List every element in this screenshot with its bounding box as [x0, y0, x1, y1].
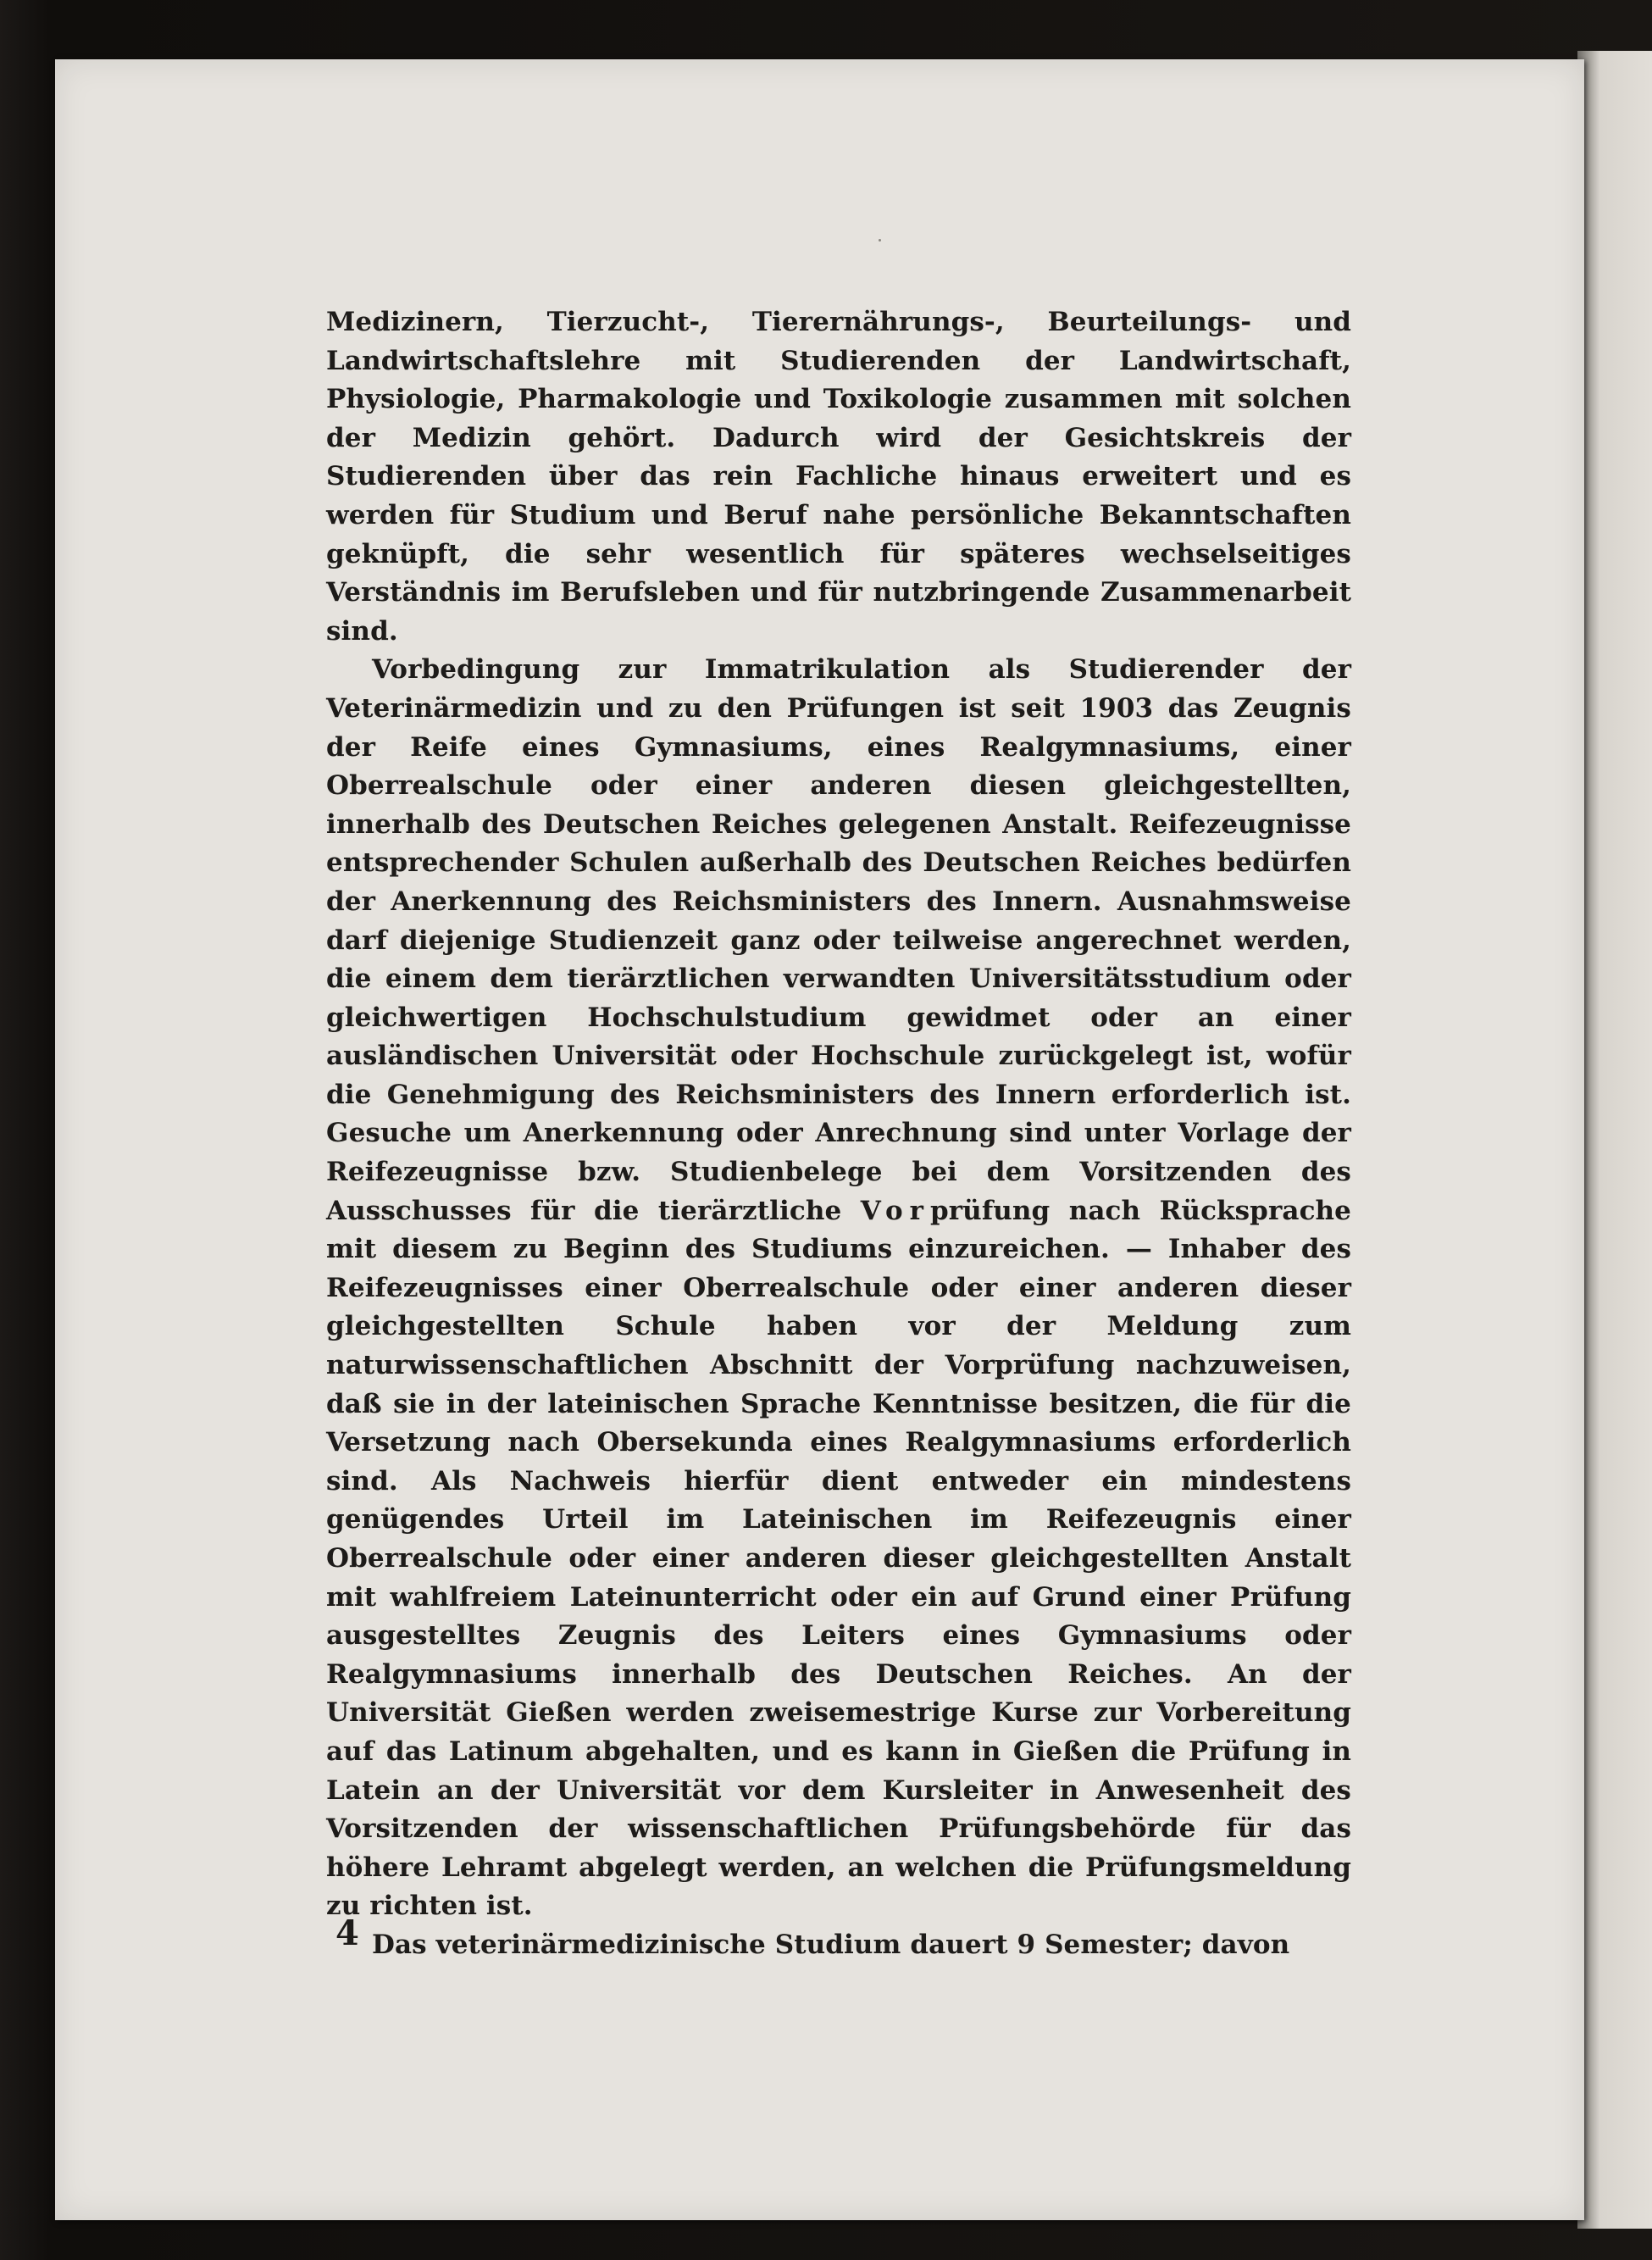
page-number: 4	[335, 1913, 359, 1953]
body-text	[326, 303, 1351, 1965]
page-speck	[879, 239, 881, 242]
paragraph-2-text-part-1: Vorbedingung zur Immatrikulation als Studierender der Veterinärmedizin und zu den Prüfungen ist seit 1903 das Zeugnis der Reife eines Gymnasiums, eines Realgymnasiums, einer Oberrealschule oder einer anderen diesen gleichgestellten, innerhalb des Deutschen Reiches gelegenen Anstalt. Reifezeugnisse entsprechender Schulen außerhalb des Deutschen Reiches bedürfen der Anerkennung des Reichsministers des Innern. Ausnahmsweise darf diejenige Studienzeit ganz oder teilweise angerechnet werden, die einem dem tierärztlichen verwandten Universitätsstudium oder gleichwertigen Hochschulstudium gewidmet oder an einer ausländischen Universität oder Hochschule zurückgelegt ist, wofür die Genehmigung des Reichsministers des Innern erforderlich ist. Gesuche um Anerkennung oder Anrechnung sind unter Vorlage der Reifezeugnisse bzw. Studienbelege bei dem Vorsitzenden des Ausschusses für die tierärztliche	[326, 654, 1351, 1226]
paragraph-1: Medizinern, Tierzucht-, Tierernährungs-, Beurteilungs- und Landwirtschaftslehre mit Studierenden der Landwirtschaft, Physiologie, Pharmakologie und Toxikologie zusammen mit solchen der Medizin gehört. Dadurch wird der Gesichtskreis der Studierenden über das rein Fachliche hinaus erweitert und es werden für Studium und Beruf nahe persönliche Bekanntschaften geknüpft, die sehr wesentlich für späteres wechselseitiges Verständnis im Berufsleben und für nutzbringende Zusammenarbeit sind.	[326, 307, 1351, 647]
facing-page-edge	[1577, 51, 1652, 2229]
letterspaced-emphasis: Vor	[860, 1195, 930, 1226]
paragraph-2-text-part-2: prüfung nach Rücksprache mit diesem zu Beginn des Studiums einzureichen. — Inhaber des Reifezeugnisses einer Oberrealschule oder einer anderen dieser gleichgestellten Schule haben vor der Meldung zum naturwissenschaftlichen Abschnitt der Vorprüfung nachzuweisen, daß sie in der lateinischen Sprache Kenntnisse besitzen, die für die Versetzung nach Obersekunda eines Realgymnasiums erforderlich sind. Als Nachweis hierfür dient entweder ein mindestens genügendes Urteil im Lateinischen im Reifezeugnis einer Oberrealschule oder einer anderen dieser gleichgestellten Anstalt mit wahlfreiem Lateinunterricht oder ein auf Grund einer Prüfung ausgestelltes Zeugnis des Leiters eines Gymnasiums oder Realgymnasiums innerhalb des Deutschen Reiches. An der Universität Gießen werden zweisemestrige Kurse zur Vorbereitung auf das Latinum abgehalten, und es kann in Gießen die Prüfung in Latein an der Universität vor dem Kursleiter in Anwesenheit des Vorsitzenden der wissenschaftlichen Prüfungsbehörde für das höhere Lehramt abgelegt werden, an welchen die Prüfungsmeldung zu richten ist.	[326, 1195, 1352, 1922]
paragraph-3: Das veterinärmedizinische Studium dauert 9 Semester; davon	[372, 1929, 1290, 1960]
paragraph-2	[326, 651, 1351, 1926]
